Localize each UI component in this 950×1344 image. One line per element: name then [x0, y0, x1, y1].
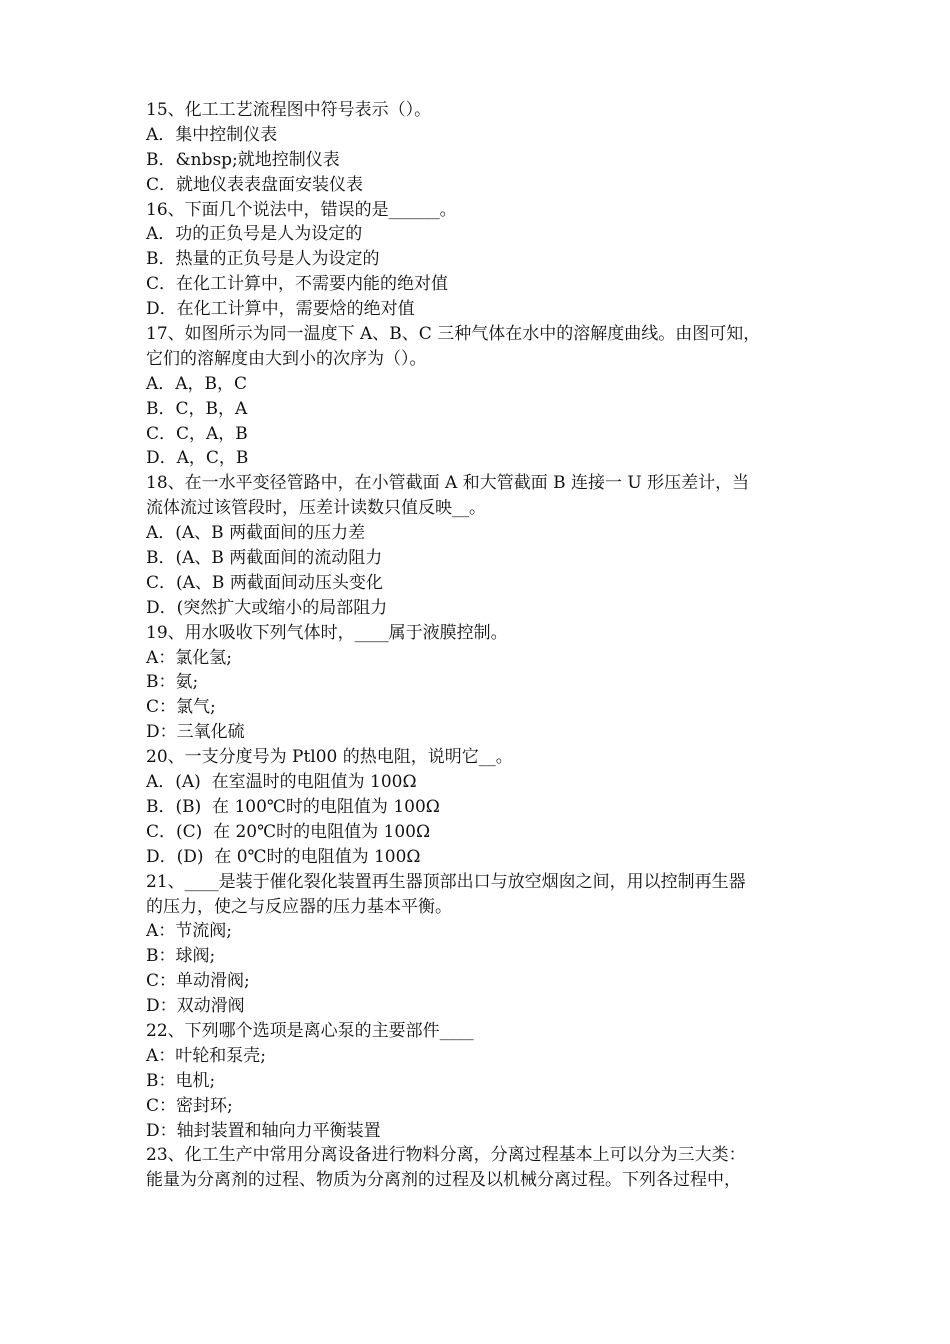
option-line: D：轴封装置和轴向力平衡装置 — [146, 1120, 381, 1141]
question-15-stem: 15、化工工艺流程图中符号表示（）。 — [146, 100, 432, 120]
question-17-stem-continued: 它们的溶解度由大到小的次序为（）。 — [146, 348, 427, 369]
option-line: D．A，C，B — [146, 448, 249, 469]
option-line: D．(D) 在 0℃时的电阻值为 100Ω — [146, 846, 421, 867]
option-line: B：球阀; — [146, 946, 216, 967]
option-line: C．(C) 在 20℃时的电阻值为 100Ω — [146, 821, 431, 842]
option-line: C．(A、B 两截面间动压头变化 — [146, 572, 383, 593]
option-line: A：氯化氢; — [146, 647, 233, 668]
option-line: B．(A、B 两截面间的流动阻力 — [146, 548, 383, 569]
option-line: D．在化工计算中，需要焓的绝对值 — [146, 299, 415, 320]
document-text — [146, 98, 811, 1193]
option-line: C．在化工计算中，不需要内能的绝对值 — [146, 274, 449, 295]
question-18-stem: 18、在一水平变径管路中，在小管截面 A 和大管截面 B 连接一 U 形压差计，当 — [146, 473, 750, 494]
option-line: C．C，A，B — [146, 423, 248, 444]
option-line: C：密封环; — [146, 1095, 233, 1116]
question-23-stem-continued: 能量为分离剂的过程、物质为分离剂的过程及以机械分离过程。下列各过程中， — [146, 1170, 741, 1191]
option-line: A．功的正负号是人为设定的 — [146, 224, 363, 245]
option-line: B：电机; — [146, 1070, 216, 1091]
option-line: A．(A、B 两截面间的压力差 — [146, 523, 366, 544]
question-23-stem: 23、化工生产中常用分离设备进行物料分离，分离过程基本上可以分为三大类： — [146, 1145, 746, 1166]
option-line: C：氯气; — [146, 697, 216, 718]
option-line: A：叶轮和泵壳; — [146, 1045, 267, 1066]
option-line: B．热量的正负号是人为设定的 — [146, 249, 380, 270]
option-line: A．A，B，C — [146, 373, 248, 394]
question-17-stem: 17、如图所示为同一温度下 A、B、C 三种气体在水中的溶解度曲线。由图可知， — [146, 324, 761, 345]
option-line: D：双动滑阀 — [146, 996, 245, 1017]
option-line: B．&nbsp;就地控制仪表 — [146, 149, 340, 170]
question-21-stem: 21、____是装于催化裂化装置再生器顶部出口与放空烟囱之间，用以控制再生器 — [146, 871, 746, 892]
question-18-stem-continued: 流体流过该管段时，压差计读数只值反映__。 — [146, 498, 486, 519]
option-line: A：节流阀; — [146, 921, 233, 942]
option-line: B．C，B，A — [146, 398, 248, 419]
option-line: C：单动滑阀; — [146, 971, 250, 992]
question-16-stem: 16、下面几个说法中，错误的是______。 — [146, 199, 457, 220]
option-line: C．就地仪表表盘面安装仪表 — [146, 174, 364, 195]
option-line: B：氨; — [146, 672, 199, 693]
option-line: D：三氧化硫 — [146, 722, 245, 743]
question-22-stem: 22、下列哪个选项是离心泵的主要部件____ — [146, 1020, 474, 1041]
question-19-stem: 19、用水吸收下列气体时，____属于液膜控制。 — [146, 622, 508, 643]
question-20-stem: 20、一支分度号为 Ptl00 的热电阻，说明它__。 — [146, 747, 513, 768]
option-line: A．集中控制仪表 — [146, 124, 278, 145]
option-line: B．(B) 在 100℃时的电阻值为 100Ω — [146, 796, 440, 817]
option-line: A．(A) 在室温时的电阻值为 100Ω — [146, 772, 417, 793]
question-21-stem-continued: 的压力，使之与反应器的压力基本平衡。 — [146, 896, 452, 917]
option-line: D．(突然扩大或缩小的局部阻力 — [146, 597, 388, 618]
